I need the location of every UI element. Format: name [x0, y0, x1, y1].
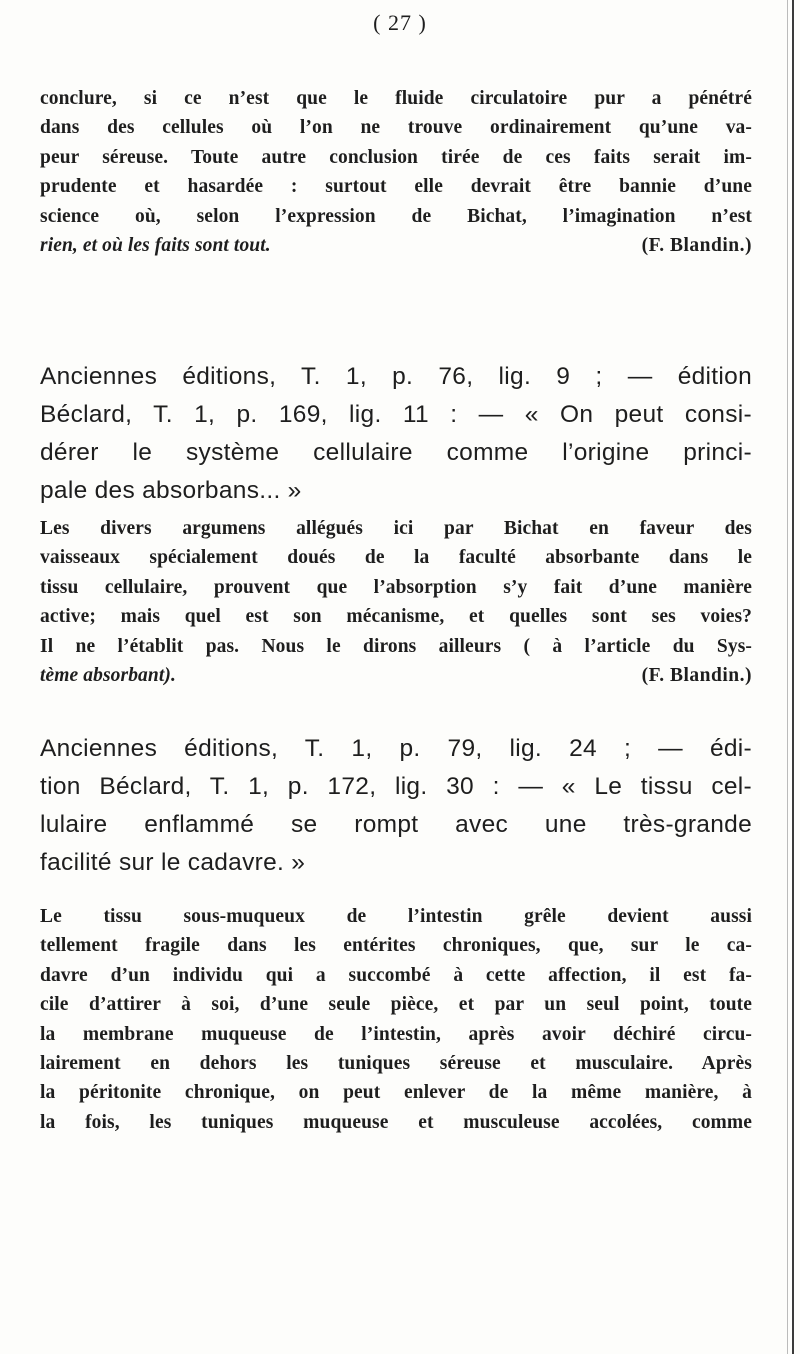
text-line: science où, selon l’expression de Bichat, l’imagination n’est: [40, 205, 752, 227]
text-line: dérer le système cellulaire comme l’origine princi-: [40, 439, 752, 466]
text-line: tion Béclard, T. 1, p. 172, lig. 30 : — « Le tissu cel-: [40, 773, 752, 800]
text-line-italic: rien, et où les faits sont tout.: [40, 235, 271, 257]
text-line: la fois, les tuniques muqueuse et musculeuse accolées, comme: [40, 1111, 752, 1133]
paragraph-4: [40, 730, 752, 882]
paragraph-2: [40, 358, 752, 510]
text-line: Il ne l’établit pas. Nous le dirons ailleurs ( à l’article du Sys-: [40, 635, 752, 657]
text-line: Les divers argumens allégués ici par Bichat en faveur des: [40, 518, 752, 539]
text-line: lulaire enflammé se rompt avec une très-grande: [40, 811, 752, 838]
paragraph-1: [40, 84, 752, 260]
paragraph-5: [40, 902, 752, 1137]
text-line: dans des cellules où l’on ne trouve ordinairement qu’une va-: [40, 117, 752, 139]
paragraph-3: [40, 514, 752, 690]
text-line-italic: tème absorbant).: [40, 665, 176, 687]
text-line: conclure, si ce n’est que le fluide circulatoire pur a pénétré: [40, 88, 752, 109]
page-edge-shadow: [787, 0, 788, 1354]
last-line-row: [40, 661, 752, 690]
signature: (F. Blandin.): [641, 665, 752, 687]
text-line: tissu cellulaire, prouvent que l’absorption s’y fait d’une manière: [40, 576, 752, 598]
text-line: active; mais quel est son mécanisme, et quelles sont ses voies?: [40, 606, 752, 628]
text-line: vaisseaux spécialement doués de la faculté absorbante dans le: [40, 547, 752, 569]
text-line: Béclard, T. 1, p. 169, lig. 11 : — « On peut consi-: [40, 401, 752, 428]
text-line: peur séreuse. Toute autre conclusion tirée de ces faits serait im-: [40, 146, 752, 168]
text-line: pale des absorbans... »: [40, 477, 302, 504]
signature: (F. Blandin.): [641, 235, 752, 257]
page-number: ( 27 ): [373, 10, 427, 35]
text-line: Anciennes éditions, T. 1, p. 79, lig. 24 ; — édi-: [40, 735, 752, 762]
last-line-row: [40, 231, 752, 260]
page-edge: [792, 0, 794, 1354]
text-line: facilité sur le cadavre. »: [40, 849, 306, 876]
text-line: cile d’attirer à soi, d’une seule pièce, et par un seul point, toute: [40, 994, 752, 1016]
text-line: tellement fragile dans les entérites chroniques, que, sur le ca-: [40, 935, 752, 957]
text-line: la péritonite chronique, on peut enlever de la même manière, à: [40, 1082, 752, 1104]
text-line: davre d’un individu qui a succombé à cette affection, il est fa-: [40, 964, 752, 986]
text-line: prudente et hasardée : surtout elle devrait être bannie d’une: [40, 176, 752, 198]
text-line: lairement en dehors les tuniques séreuse et musculaire. Après: [40, 1053, 752, 1075]
text-line: la membrane muqueuse de l’intestin, après avoir déchiré circu-: [40, 1023, 752, 1045]
text-line: Le tissu sous-muqueux de l’intestin grêle devient aussi: [40, 906, 752, 927]
text-line: Anciennes éditions, T. 1, p. 76, lig. 9 ; — édition: [40, 363, 752, 390]
